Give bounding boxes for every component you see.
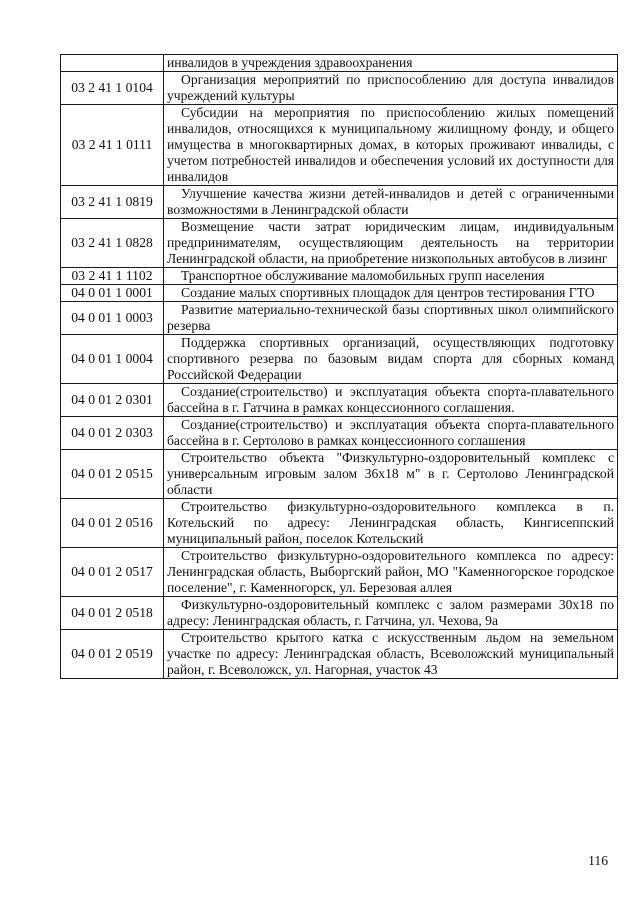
- table-row: [61, 72, 618, 105]
- row-description-cell: Строительство физкультурно-оздоровительного комплекса в п. Котельский по адресу: Ленинградская область, Кингисеппский муниципальный район, поселок Котельский: [164, 499, 618, 548]
- budget-codes-table: [60, 54, 618, 679]
- row-description-cell: Строительство физкультурно-оздоровительного комплекса по адресу: Ленинградская область, Выборгский район, МО "Каменногорское городское поселение", г. Каменногорск, ул. Березовая аллея: [164, 548, 618, 597]
- row-code-cell: 03 2 41 1 0828: [61, 219, 164, 268]
- row-description-cell: инвалидов в учреждения здравоохранения: [164, 55, 618, 72]
- table-row: [61, 597, 618, 630]
- row-code-cell: 04 0 01 2 0516: [61, 499, 164, 548]
- row-description-cell: Развитие материально-технической базы спортивных школ олимпийского резерва: [164, 302, 618, 335]
- row-description-cell: Физкультурно-оздоровительный комплекс с залом размерами 30х18 по адресу: Ленинградская область, г. Гатчина, ул. Чехова, 9а: [164, 597, 618, 630]
- page-number: 116: [588, 853, 608, 868]
- row-description-cell: Транспортное обслуживание маломобильных групп населения: [164, 268, 618, 285]
- row-code-cell: 04 0 01 2 0515: [61, 450, 164, 499]
- table-row: [61, 335, 618, 384]
- table-row: [61, 285, 618, 302]
- row-description-cell: Субсидии на мероприятия по приспособлению жилых помещений инвалидов, относящихся к муниципальному жилищному фонду, и общего имущества в многоквартирных домах, в которых проживают инвалиды, с учетом потребностей инвалидов и обеспечения условий их доступности для инвалидов: [164, 105, 618, 186]
- row-description-cell: Улучшение качества жизни детей-инвалидов и детей с ограниченными возможностями в Ленинградской области: [164, 186, 618, 219]
- table-row: [61, 219, 618, 268]
- table-body: [61, 55, 618, 679]
- table-row: [61, 499, 618, 548]
- row-description-cell: Создание малых спортивных площадок для центров тестирования ГТО: [164, 285, 618, 302]
- table-row: [61, 55, 618, 72]
- row-code-cell: 04 0 01 1 0001: [61, 285, 164, 302]
- table-row: [61, 268, 618, 285]
- row-code-cell: 04 0 01 2 0519: [61, 630, 164, 679]
- table-row: [61, 186, 618, 219]
- table-row: [61, 302, 618, 335]
- row-description-cell: Строительство крытого катка с искусственным льдом на земельном участке по адресу: Ленинградская область, Всеволожский муниципальный район, г. Всеволожск, ул. Нагорная, участок 43: [164, 630, 618, 679]
- row-code-cell: 03 2 41 1 0104: [61, 72, 164, 105]
- table-row: [61, 417, 618, 450]
- table-row: [61, 384, 618, 417]
- row-code-cell: 04 0 01 1 0003: [61, 302, 164, 335]
- table-row: [61, 548, 618, 597]
- row-description-cell: Возмещение части затрат юридическим лицам, индивидуальным предпринимателям, осуществляющим деятельность на территории Ленинградской области, на приобретение низкопольных автобусов в лизинг: [164, 219, 618, 268]
- row-code-cell: 03 2 41 1 0111: [61, 105, 164, 186]
- row-code-cell: 04 0 01 2 0301: [61, 384, 164, 417]
- table-row: [61, 630, 618, 679]
- row-code-cell: 04 0 01 1 0004: [61, 335, 164, 384]
- row-code-cell: 03 2 41 1 1102: [61, 268, 164, 285]
- row-code-cell: 04 0 01 2 0517: [61, 548, 164, 597]
- table-row: [61, 105, 618, 186]
- row-description-cell: Создание(строительство) и эксплуатация объекта спорта-плавательного бассейна в г. Гатчина в рамках концессионного соглашения.: [164, 384, 618, 417]
- row-code-cell: 04 0 01 2 0303: [61, 417, 164, 450]
- row-description-cell: Строительство объекта "Физкультурно-оздоровительный комплекс с универсальным игровым залом 36х18 м" в г. Сертолово Ленинградской области: [164, 450, 618, 499]
- row-code-cell: [61, 55, 164, 72]
- row-code-cell: 03 2 41 1 0819: [61, 186, 164, 219]
- table-row: [61, 450, 618, 499]
- row-code-cell: 04 0 01 2 0518: [61, 597, 164, 630]
- row-description-cell: Организация мероприятий по приспособлению для доступа инвалидов учреждений культуры: [164, 72, 618, 105]
- row-description-cell: Создание(строительство) и эксплуатация объекта спорта-плавательного бассейна в г. Сертолово в рамках концессионного соглашения: [164, 417, 618, 450]
- row-description-cell: Поддержка спортивных организаций, осуществляющих подготовку спортивного резерва по базовым видам спорта для сборных команд Российской Федерации: [164, 335, 618, 384]
